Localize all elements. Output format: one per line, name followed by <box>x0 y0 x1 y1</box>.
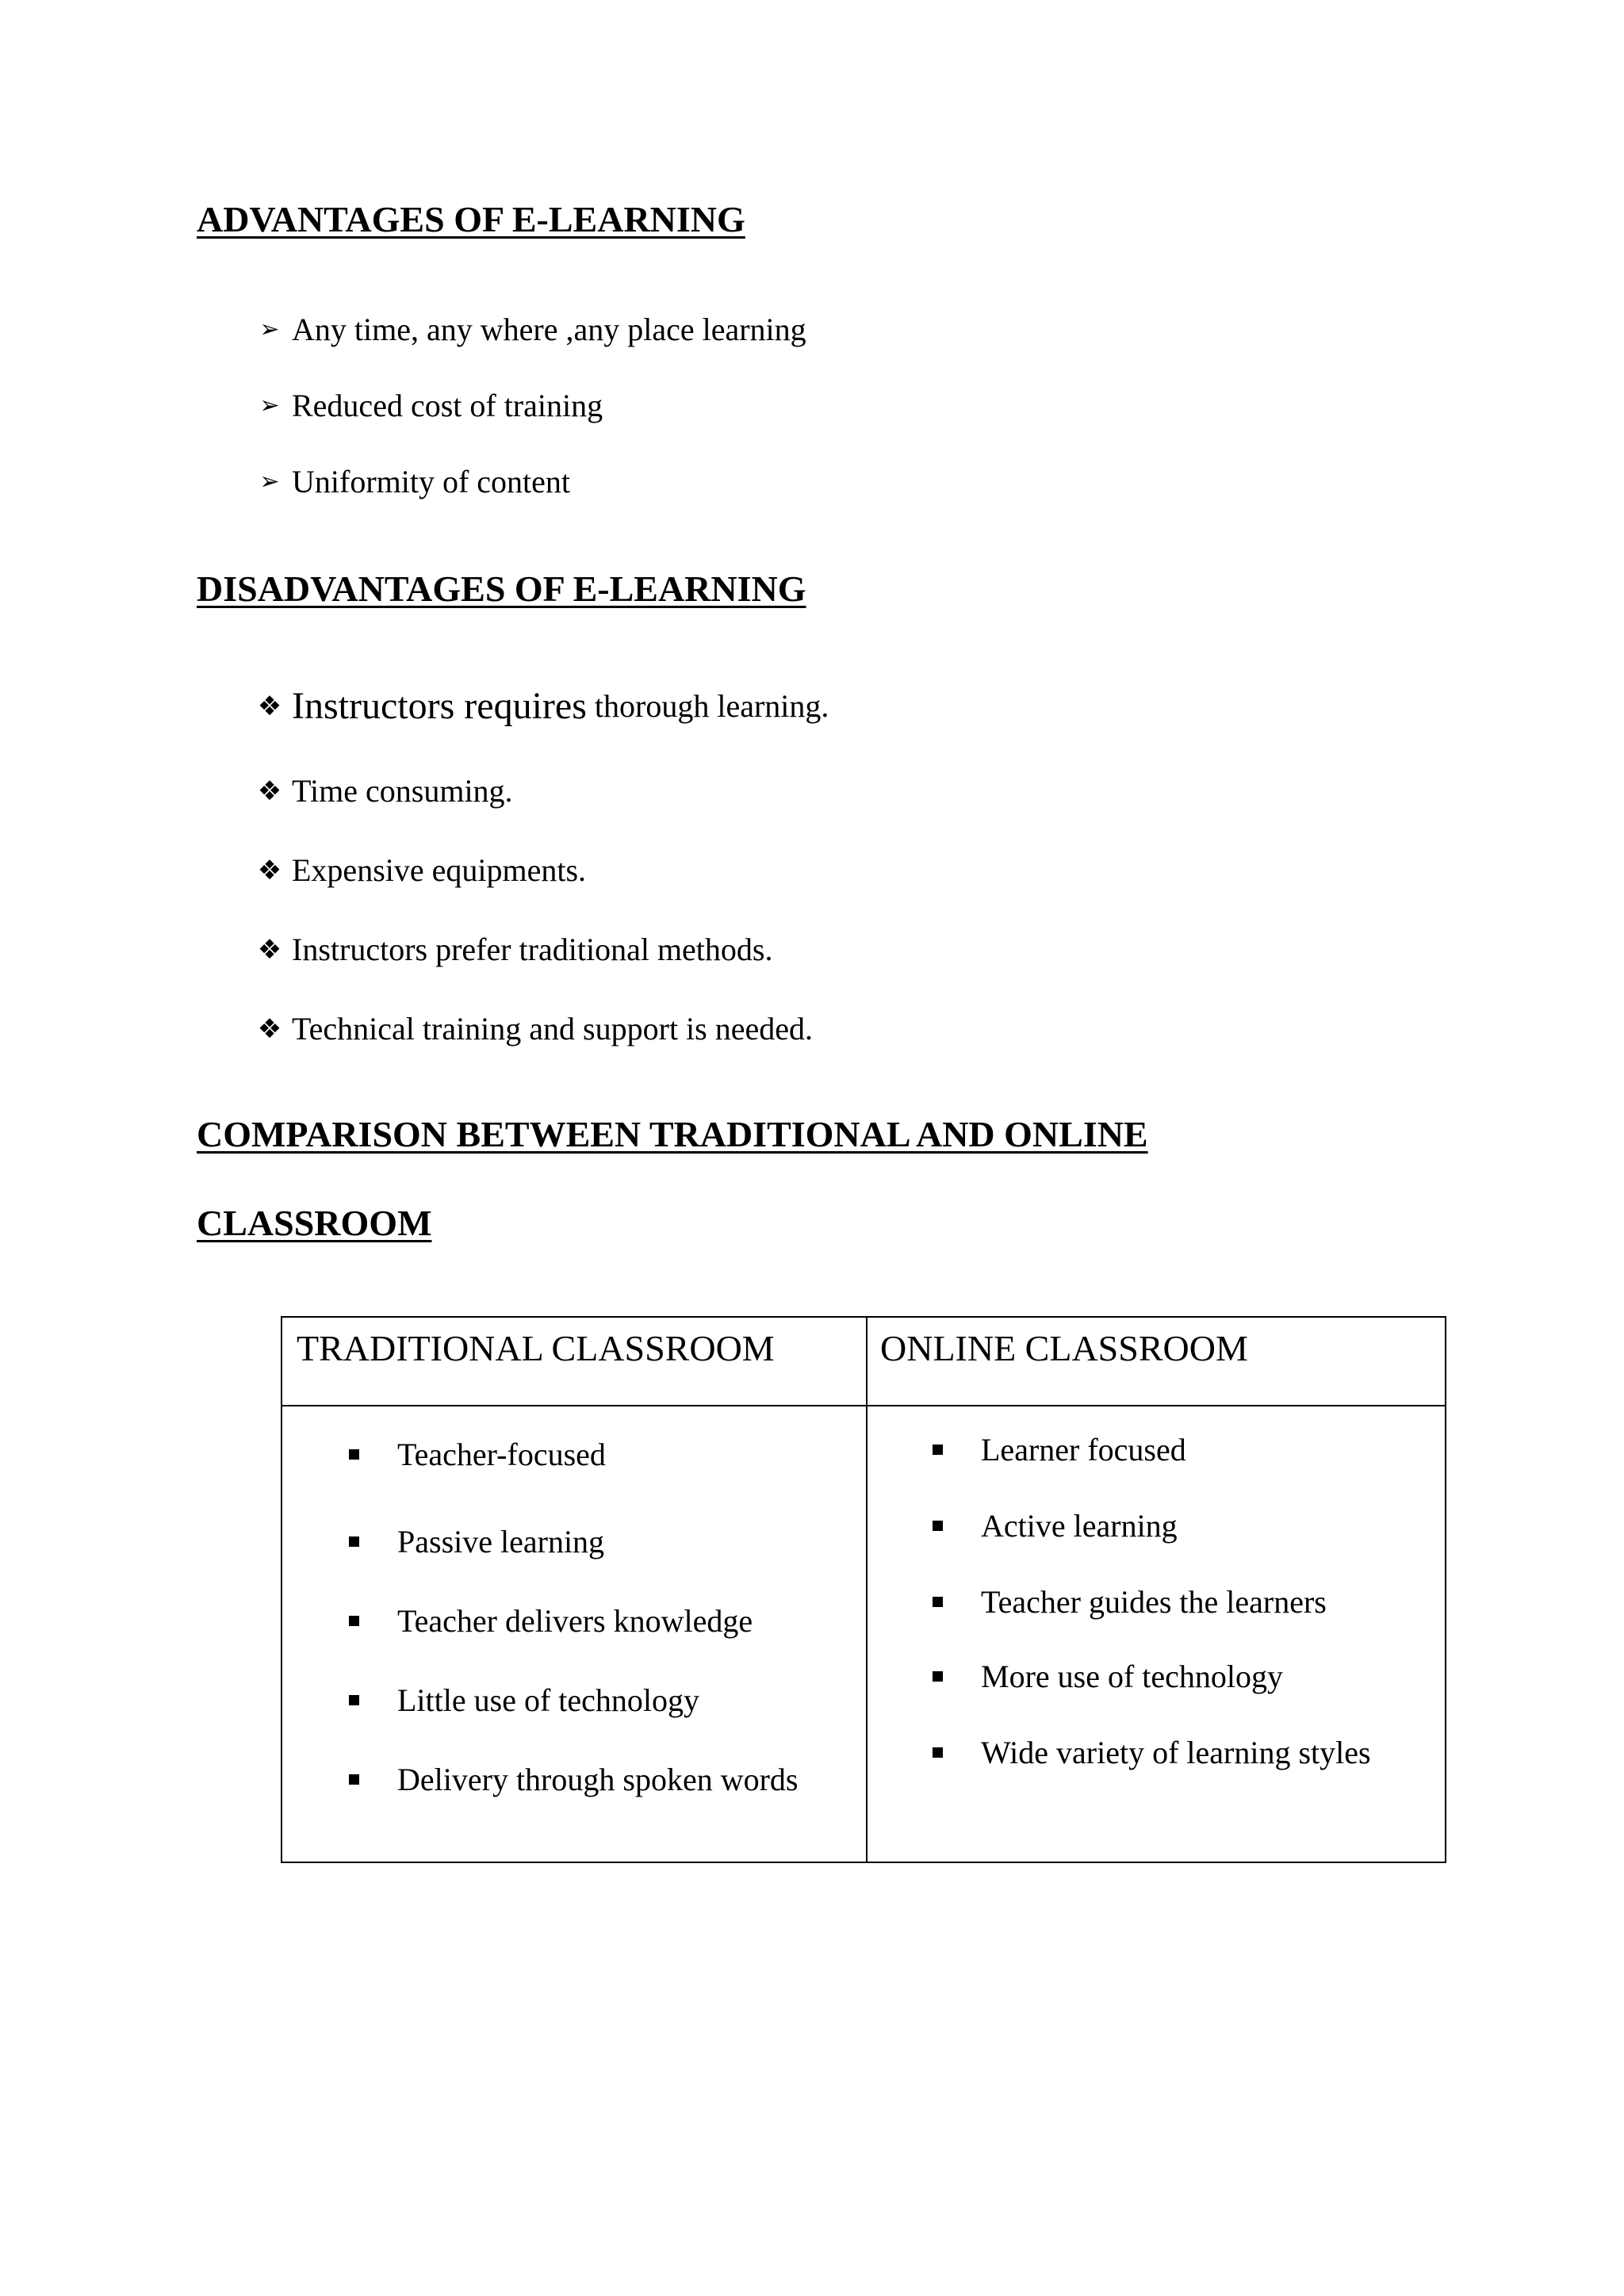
diamond-bullet-icon: ❖ <box>257 691 282 722</box>
square-bullet-icon <box>933 1747 943 1758</box>
advantage-item <box>247 460 570 504</box>
disadvantage-item-text: Expensive equipments. <box>292 852 587 888</box>
comparison-heading-line2: CLASSROOM <box>197 1203 432 1243</box>
comparison-heading-line1: COMPARISON BETWEEN TRADITIONAL AND ONLINE <box>197 1114 1148 1154</box>
arrow-bullet-icon: ➢ <box>259 468 280 496</box>
online-item-text: Teacher guides the learners <box>981 1583 1327 1620</box>
advantage-item-text: Uniformity of content <box>292 464 571 499</box>
table-column-divider <box>866 1318 868 1862</box>
advantage-item-text: Reduced cost of training <box>292 388 603 423</box>
disadvantage-item <box>247 848 586 893</box>
online-item-text: Learner focused <box>981 1431 1186 1468</box>
disadvantages-heading: DISADVANTAGES OF E-LEARNING <box>197 568 806 609</box>
diamond-bullet-icon: ❖ <box>257 1013 282 1045</box>
advantage-item <box>247 384 603 428</box>
online-list-item <box>933 1579 1327 1624</box>
online-item-text: More use of technology <box>981 1658 1284 1694</box>
online-list-item <box>933 1427 1186 1471</box>
traditional-list-item <box>349 1519 604 1563</box>
square-bullet-icon <box>933 1671 943 1682</box>
square-bullet-icon <box>349 1774 359 1785</box>
online-list-item <box>933 1654 1283 1698</box>
disadvantage-item <box>247 928 772 972</box>
square-bullet-icon <box>349 1449 359 1460</box>
online-item-text: Active learning <box>981 1507 1178 1544</box>
square-bullet-icon <box>933 1597 943 1607</box>
advantages-heading: ADVANTAGES OF E-LEARNING <box>197 199 745 239</box>
traditional-item-text: Passive learning <box>397 1523 605 1559</box>
disadvantage-item-text: Time consuming. <box>292 773 513 809</box>
online-item-text: Wide variety of learning styles <box>981 1734 1371 1770</box>
online-list-item <box>933 1503 1178 1548</box>
disadvantage-item-text: Technical training and support is needed. <box>292 1011 813 1047</box>
disadvantage-item <box>247 769 513 813</box>
online-column-header: ONLINE CLASSROOM <box>880 1328 1248 1368</box>
disadvantage-item-small-text: thorough learning. <box>586 688 829 724</box>
arrow-bullet-icon: ➢ <box>259 392 280 419</box>
advantage-item-text: Any time, any where ,any place learning <box>292 312 806 347</box>
square-bullet-icon <box>933 1521 943 1531</box>
square-bullet-icon <box>933 1445 943 1455</box>
traditional-list-item <box>349 1678 699 1722</box>
diamond-bullet-icon: ❖ <box>257 855 282 886</box>
square-bullet-icon <box>349 1616 359 1626</box>
traditional-item-text: Teacher-focused <box>397 1436 606 1472</box>
square-bullet-icon <box>349 1695 359 1705</box>
traditional-column-header: TRADITIONAL CLASSROOM <box>297 1328 775 1368</box>
disadvantage-item-large-text: Instructors requires <box>292 685 587 727</box>
advantage-item <box>247 308 806 352</box>
disadvantage-item <box>247 680 829 733</box>
disadvantage-item-text: Instructors prefer traditional methods. <box>292 932 773 967</box>
arrow-bullet-icon: ➢ <box>259 316 280 343</box>
square-bullet-icon <box>349 1536 359 1547</box>
table-row-divider <box>282 1405 1445 1406</box>
online-list-item <box>933 1730 1371 1774</box>
traditional-list-item <box>349 1598 753 1643</box>
traditional-item-text: Delivery through spoken words <box>397 1761 799 1797</box>
disadvantage-item <box>247 1007 813 1051</box>
diamond-bullet-icon: ❖ <box>257 775 282 807</box>
comparison-table <box>281 1316 1446 1863</box>
traditional-item-text: Teacher delivers knowledge <box>397 1602 753 1639</box>
traditional-list-item <box>349 1757 798 1801</box>
diamond-bullet-icon: ❖ <box>257 934 282 966</box>
traditional-list-item <box>349 1432 606 1476</box>
traditional-item-text: Little use of technology <box>397 1682 700 1718</box>
